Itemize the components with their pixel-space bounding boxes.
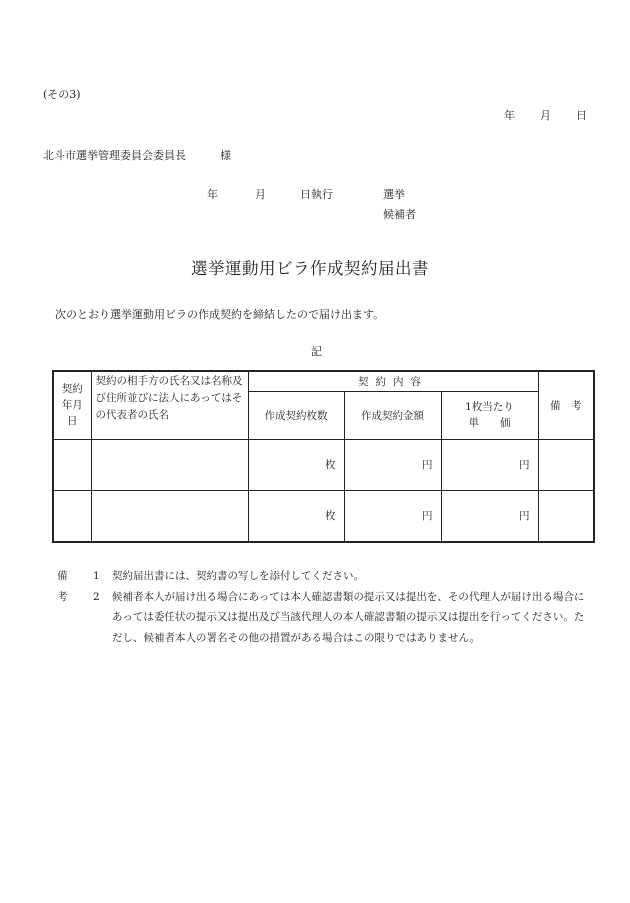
- cell-remarks[interactable]: [538, 439, 594, 490]
- candidate-label: 候補者: [383, 208, 416, 221]
- header-date-line: 日: [67, 415, 78, 428]
- addressee: 北斗市選挙管理委員会委員長: [43, 149, 186, 162]
- header-unit-price: [441, 391, 538, 439]
- intro-text: 次のとおり選挙運動用ビラの作成契約を締結したので届け出ます。: [55, 308, 385, 321]
- election-year-label: 年: [207, 188, 218, 201]
- note-number: 1: [93, 570, 100, 582]
- ki-label: 記: [311, 345, 322, 358]
- cell-count[interactable]: 枚: [248, 439, 344, 490]
- date-day-label: 日: [576, 109, 587, 122]
- header-contract-content: 契約内容: [248, 371, 538, 391]
- table-row: [53, 439, 594, 490]
- note-text: 契約届出書には、契約書の写しを添付してください。: [112, 570, 364, 582]
- cell-amount[interactable]: 円: [344, 439, 441, 490]
- cell-date[interactable]: [53, 490, 91, 542]
- election-month-label: 月: [255, 188, 266, 201]
- note-number: 2: [93, 590, 100, 603]
- cell-remarks[interactable]: [538, 490, 594, 542]
- notes-label: 備考: [57, 570, 68, 603]
- header-remarks: 備 考: [538, 371, 594, 439]
- header-date-line: 年月: [61, 399, 83, 412]
- date-month-label: 月: [540, 109, 551, 122]
- date-year-label: 年: [504, 109, 515, 122]
- cell-unit-price[interactable]: 円: [441, 490, 538, 542]
- header-count: 作成契約枚数: [248, 391, 344, 439]
- header-contract-party: 契約の相手方の氏名又は名称及び住所並びに法人にあってはその代表者の氏名: [91, 371, 248, 439]
- note-text: 候補者本人が届け出る場合にあっては本人確認書類の提示又は提出を、その代理人が届け出る場合にあっては委任状の提示又は提出及び当該代理人の本人確認書類の提示又は提出を行ってください。ただし、候補者本人の署名その他の措置がある場合はこの限りではありません。: [112, 590, 585, 644]
- table-row: [53, 490, 594, 542]
- header-contract-date: [53, 371, 91, 439]
- cell-amount[interactable]: 円: [344, 490, 441, 542]
- contract-table: [52, 370, 595, 543]
- cell-count[interactable]: 枚: [248, 490, 344, 542]
- header-amount: 作成契約金額: [344, 391, 441, 439]
- election-label: 選挙: [383, 188, 405, 201]
- cell-party[interactable]: [91, 490, 248, 542]
- cell-party[interactable]: [91, 439, 248, 490]
- form-number: (その3): [43, 88, 81, 101]
- cell-unit-price[interactable]: 円: [441, 439, 538, 490]
- header-unit-price-line: 単 価: [468, 417, 511, 429]
- document-title: 選挙運動用ビラ作成契約届出書: [191, 259, 429, 278]
- header-date-line: 契約: [61, 383, 83, 396]
- election-day-label: 日執行: [300, 188, 333, 201]
- honorific: 様: [220, 149, 231, 162]
- header-unit-price-line: 1枚当たり: [465, 401, 514, 413]
- cell-date[interactable]: [53, 439, 91, 490]
